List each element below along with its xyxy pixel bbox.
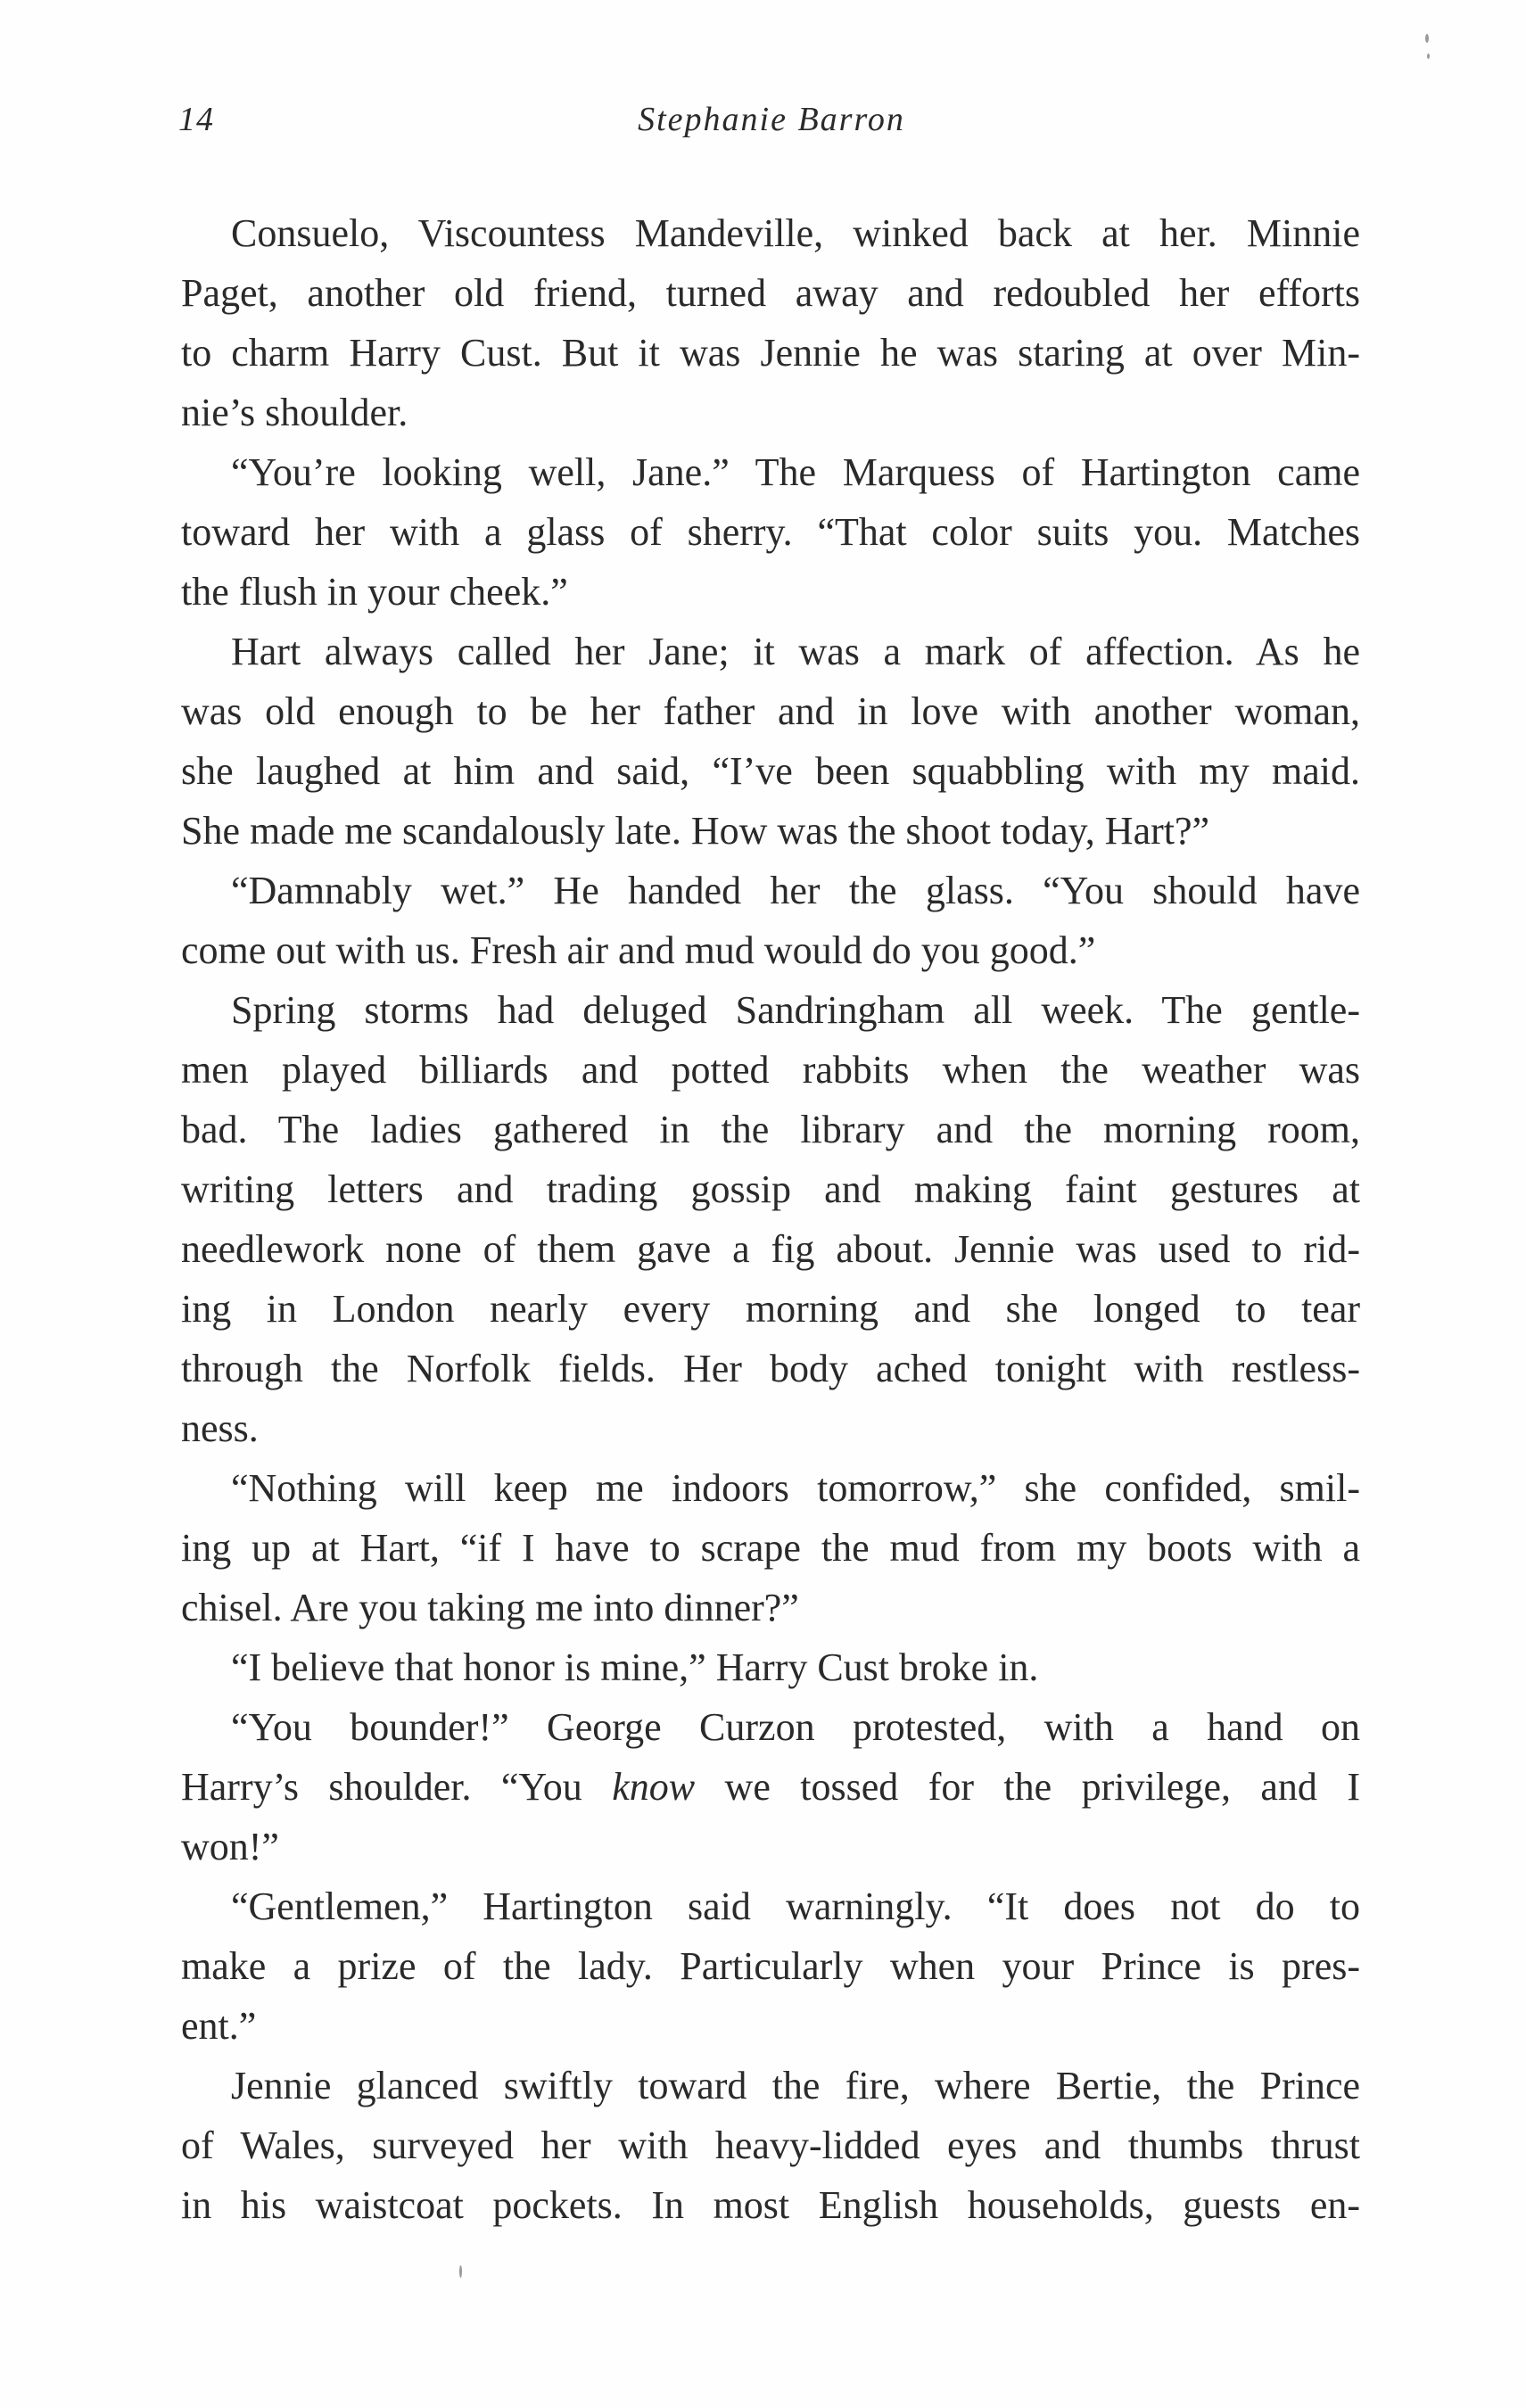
- text-line: men played billiards and potted rabbits when the weather was: [181, 1048, 1360, 1092]
- text-line: “Nothing will keep me indoors tomorrow,” she confided, smil-: [231, 1466, 1360, 1510]
- text-line: Hart always called her Jane; it was a mark of affection. As he: [231, 630, 1360, 673]
- text-line: chisel. Are you taking me into dinner?”: [181, 1586, 799, 1629]
- text-line: come out with us. Fresh air and mud would do you good.”: [181, 928, 1096, 972]
- text-line: bad. The ladies gathered in the library and the morning room,: [181, 1108, 1360, 1151]
- text-line: “You’re looking well, Jane.” The Marquess of Hartington came: [231, 450, 1360, 494]
- text-line: Spring storms had deluged Sandringham all week. The gentle-: [231, 988, 1360, 1032]
- text-line: writing letters and trading gossip and making faint gestures at: [181, 1167, 1360, 1211]
- text-line: was old enough to be her father and in love with another woman,: [181, 689, 1360, 733]
- body-text: [181, 203, 1360, 2235]
- text-line: “I believe that honor is mine,” Harry Cust broke in.: [231, 1645, 1039, 1689]
- text-line: to charm Harry Cust. But it was Jennie he was staring at over Min-: [181, 331, 1360, 375]
- scan-speck: [459, 2265, 462, 2278]
- text-line: Harry’s shoulder. “You know we tossed for the privilege, and I: [181, 1765, 1360, 1809]
- text-line: toward her with a glass of sherry. “That color suits you. Matches: [181, 510, 1360, 554]
- text-line: ing up at Hart, “if I have to scrape the mud from my boots with a: [181, 1526, 1360, 1570]
- page-number: 14: [178, 101, 214, 138]
- text-line: nie’s shoulder.: [181, 391, 408, 434]
- text-line: “Gentlemen,” Hartington said warningly. “It does not do to: [231, 1884, 1360, 1928]
- text-line: in his waistcoat pockets. In most English households, guests en-: [181, 2183, 1360, 2227]
- scan-speck: [1425, 34, 1429, 43]
- text-line: ent.”: [181, 2004, 257, 2048]
- running-title-author: Stephanie Barron: [638, 101, 905, 138]
- emphasis-know: know: [612, 1765, 696, 1809]
- text-line: the flush in your cheek.”: [181, 570, 568, 614]
- text-line: She made me scandalously late. How was the shoot today, Hart?”: [181, 809, 1210, 853]
- text-line: of Wales, surveyed her with heavy-lidded eyes and thumbs thrust: [181, 2123, 1360, 2167]
- scan-speck: [1427, 54, 1430, 59]
- text-line: Jennie glanced swiftly toward the fire, where Bertie, the Prince: [231, 2064, 1360, 2107]
- text-line: “Damnably wet.” He handed her the glass. “You should have: [231, 869, 1360, 912]
- text-line: won!”: [181, 1825, 279, 1868]
- text-line: through the Norfolk fields. Her body ached tonight with restless-: [181, 1347, 1360, 1390]
- text-line: needlework none of them gave a fig about. Jennie was used to rid-: [181, 1227, 1360, 1271]
- text-line: make a prize of the lady. Particularly when your Prince is pres-: [181, 1944, 1360, 1988]
- running-head: [178, 100, 1365, 153]
- text-line: she laughed at him and said, “I’ve been squabbling with my maid.: [181, 749, 1360, 793]
- text-line: ing in London nearly every morning and she longed to tear: [181, 1287, 1360, 1331]
- text-line: “You bounder!” George Curzon protested, with a hand on: [231, 1705, 1360, 1749]
- text-line: Consuelo, Viscountess Mandeville, winked back at her. Minnie: [231, 211, 1360, 255]
- text-line: Paget, another old friend, turned away and redoubled her efforts: [181, 271, 1360, 315]
- text-line: ness.: [181, 1406, 259, 1450]
